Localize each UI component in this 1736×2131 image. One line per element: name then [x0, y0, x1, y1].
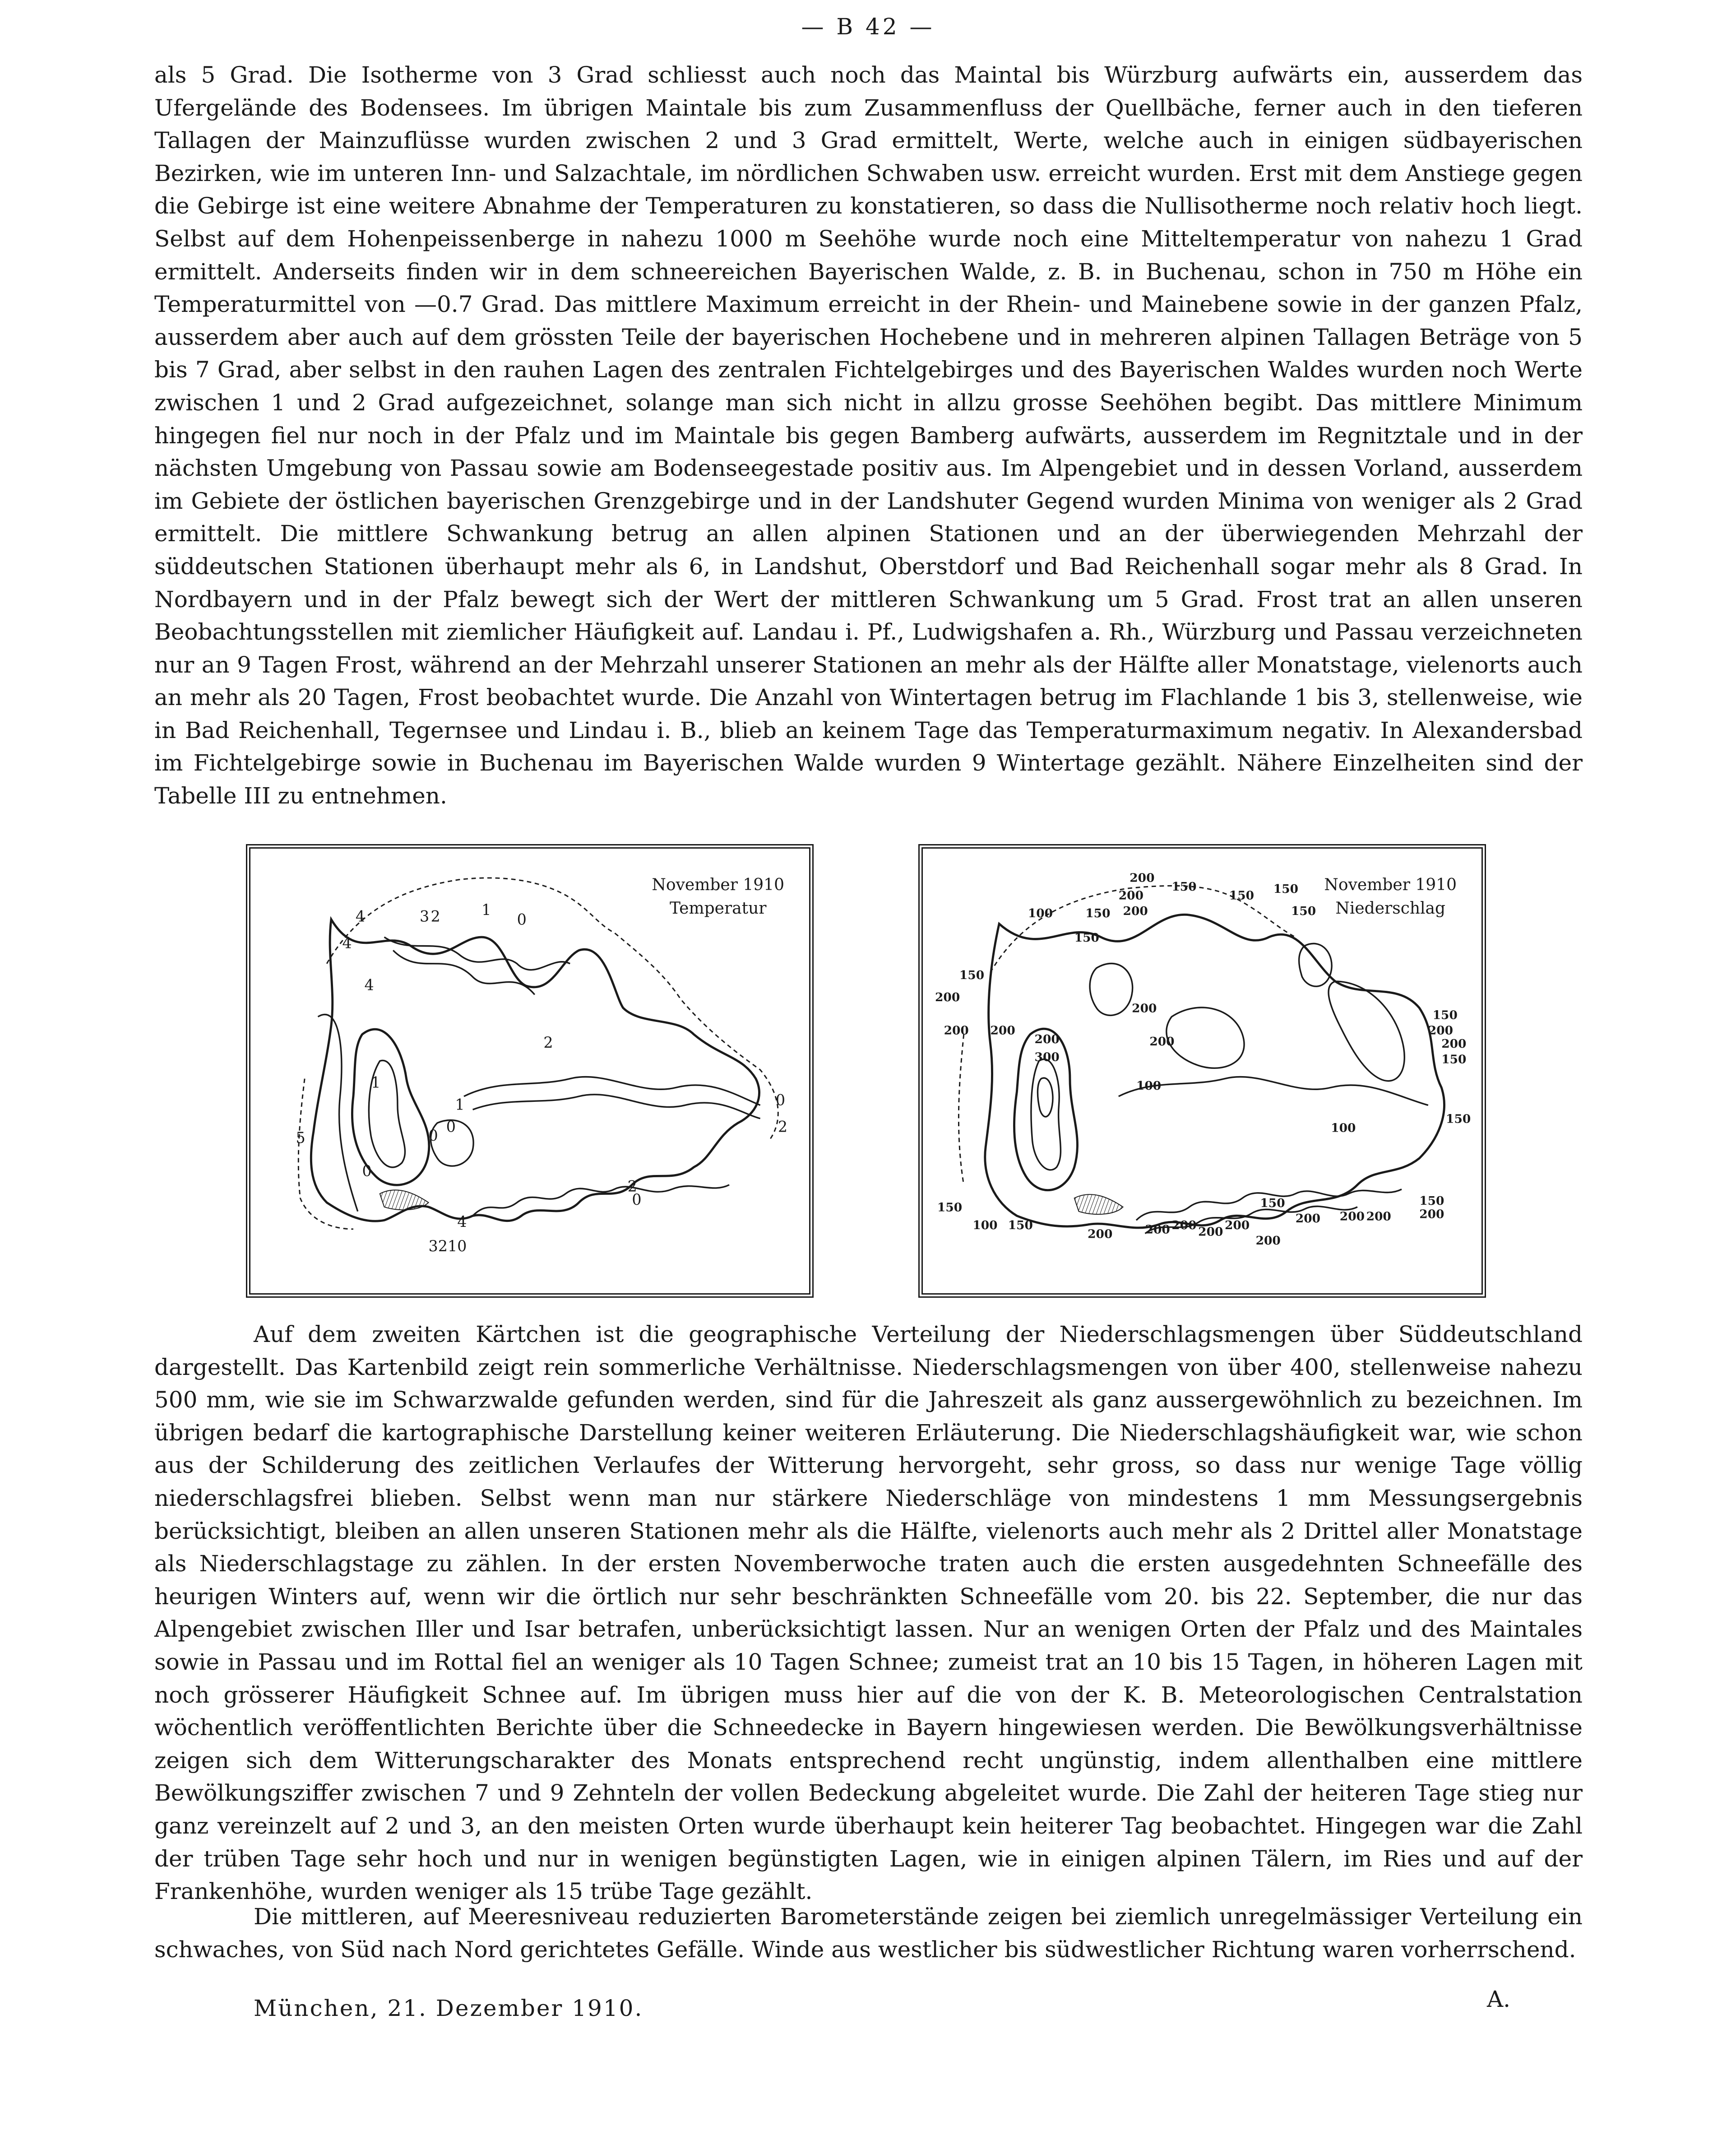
isohyet-label: 150 [1008, 1218, 1033, 1232]
isotherm-label: 3210 [428, 1237, 467, 1255]
lake-constance [1074, 1194, 1123, 1214]
isohyet-label: 200 [1088, 1227, 1113, 1241]
isohyet-label: 150 [1273, 882, 1299, 896]
isohyet-label: 200 [1171, 1218, 1197, 1232]
isohyet-label: 200 [1145, 1222, 1170, 1237]
isohyet-central [1167, 1007, 1244, 1068]
isohyet-blackforest-inner [1031, 1059, 1061, 1170]
isohyet-label: 200 [1123, 904, 1148, 919]
isohyet-label: 200 [1255, 1234, 1281, 1248]
body-paragraph-3: Die mittleren, auf Meeresniveau reduzierten Barometerstände zeigen bei ziemlich unregelmässiger Verteilung ein schwaches, von Süd nach Nord gerichtetes Gefälle. Winde aus westlicher bis südwestlicher Richtung waren vorherrschend. [154, 1904, 1583, 1963]
border-line [298, 1079, 353, 1229]
isohyet-label: 150 [1171, 880, 1197, 894]
isohyet-spessart [1090, 963, 1133, 1015]
isohyet-label: 150 [937, 1200, 963, 1215]
temperature-map [246, 844, 814, 1298]
isohyet-label: 300 [1034, 1050, 1060, 1064]
isotherm-label: 2 [627, 1177, 637, 1195]
isohyet-label: 100 [1028, 906, 1053, 920]
isohyet-label: 100 [1136, 1079, 1162, 1093]
isotherm-label: 4 [355, 907, 366, 925]
isotherm-outer [311, 919, 759, 1221]
precipitation-map [918, 844, 1486, 1298]
isotherm-label: 0 [446, 1118, 456, 1136]
isohyet-label: 150 [1441, 1052, 1467, 1067]
isohyet-bavarian-forest [1329, 981, 1404, 1081]
isotherm-label: 5 [296, 1128, 306, 1147]
isohyet-label: 200 [935, 990, 960, 1005]
isohyet-label: 200 [1224, 1218, 1250, 1232]
isohyet-label: 200 [1130, 871, 1155, 885]
precipitation-map-subtitle: Niederschlag [1335, 899, 1446, 918]
temperature-map-title: November 1910 [652, 876, 784, 894]
temperature-map-subtitle: Temperatur [669, 899, 767, 918]
isohyet-label: 200 [944, 1023, 969, 1038]
isotherm-river [384, 937, 570, 970]
isohyet-label: 200 [1132, 1001, 1157, 1016]
isohyet-label: 200 [1198, 1225, 1223, 1239]
isotherm-label: 3 [419, 907, 430, 925]
isotherm-label: 1 [481, 901, 491, 919]
isohyet-label: 200 [1149, 1035, 1175, 1049]
isotherm-label: 0 [775, 1091, 786, 1109]
isohyet-label: 200 [1419, 1207, 1444, 1221]
isotherm-label: 2 [543, 1034, 553, 1052]
isotherm-label: 2 [431, 907, 440, 925]
page-number: — B 42 — [801, 14, 935, 40]
isohyet-label: 200 [1366, 1209, 1391, 1224]
border-line [958, 1035, 963, 1185]
isohyet-label: 150 [1291, 904, 1316, 919]
isohyet-label: 200 [1034, 1032, 1060, 1047]
isohyet-label: 150 [1260, 1196, 1285, 1210]
isotherm-label: 1 [455, 1096, 465, 1114]
precipitation-map-title: November 1910 [1324, 876, 1457, 894]
author-initial: A. [1487, 1986, 1511, 2012]
isotherm-label: 2 [778, 1118, 788, 1136]
isohyet-label: 200 [1118, 888, 1143, 903]
isotherm-label: 0 [632, 1190, 642, 1208]
isotherm-label: 1 [371, 1073, 381, 1091]
isohyet-label: 150 [1432, 1008, 1458, 1022]
isotherm-label: 4 [457, 1212, 467, 1230]
isohyet-label: 200 [1441, 1037, 1467, 1051]
isohyet-label: 150 [1419, 1193, 1444, 1208]
body-paragraph-2: Auf dem zweiten Kärtchen ist die geographische Verteilung der Niederschlagsmengen über Süddeutschland dargestellt. Das Kartenbild zeigt rein sommerliche Verhältnisse. Niederschlagsmengen von über 400, stellenweise nahezu 500 mm, wie sie im Schwarzwalde gefunden werden, sind für die Jahreszeit als ganz aussergewöhnlich zu bezeichnen. Im übrigen bedarf die kartographische Darstellung keiner weiteren Erläuterung. Die Niederschlagshäufigkeit war, wie schon aus der Schilderung des zeitlichen Verlaufes der Witterung hervorgeht, sehr gross, so dass nur wenige Tage völlig niederschlagsfrei blieben. Selbst wenn man nur stärkere Niederschläge von mindestens 1 mm Messungsergebnis berücksichtigt, bleiben an allen unseren Stationen mehr als die Hälfte, vielenorts auch mehr als 2 Drittel aller Monatstage als Niederschlagstage zu zählen. In der ersten Novemberwoche traten auch die ersten ausgedehnten Schneefälle des heurigen Winters auf, wenn wir die örtlich nur sehr beschränkten Schneefälle vom 20. bis 22. September, die nur das Alpengebiet zwischen Iller und Isar betrafen, unberücksichtigt lassen. Nur an wenigen Orten der Pfalz und des Maintales sowie in Passau und im Rottal fiel an weniger als 10 Tagen Schnee; zumeist trat an 10 bis 15 Tagen, in höheren Lagen mit noch grösserer Häufigkeit Schnee auf. Im übrigen muss hier auf die von der K. B. Meteorologischen Centralstation wöchentlich veröffentlichten Berichte über die Schneedecke in Bayern hingewiesen werden. Die Bewölkungsverhältnisse zeigen sich dem Witterungscharakter des Monats entsprechend recht ungünstig, indem allenthalben eine mittlere Bewölkungsziffer zwischen 7 und 9 Zehnteln der vollen Bedeckung abgeleitet wurde. Die Zahl der heiteren Tage stieg nur ganz vereinzelt auf 2 und 3, an den meisten Orten wurde überhaupt kein heiterer Tag beobachtet. Hingegen war die Zahl der trüben Tage sehr hoch und nur in wenigen begünstigten Lagen, wie in einigen alpinen Tälern, im Ries und auf der Frankenhöhe, wurden weniger als 15 trübe Tage gezählt. [154, 1321, 1583, 1905]
isohyet-label: 100 [1331, 1121, 1356, 1135]
isotherm-label: 0 [517, 910, 527, 929]
isohyet-label: 200 [990, 1023, 1015, 1038]
isohyet-label: 150 [1446, 1112, 1471, 1126]
isotherm-alps [473, 1185, 729, 1216]
isohyet-blackforest-core [1037, 1078, 1053, 1117]
isohyet-fichtelgebirge [1299, 943, 1332, 986]
lake-constance [380, 1190, 429, 1210]
isohyet-label: 100 [972, 1218, 998, 1232]
isohyet-label: 200 [1428, 1023, 1454, 1038]
isotherm-danube [464, 1077, 760, 1105]
isohyet-label: 150 [1085, 906, 1111, 920]
isotherm-label: 0 [428, 1126, 438, 1144]
isotherm-label: 4 [364, 976, 374, 994]
isohyet-outer [985, 915, 1444, 1228]
isohyet-label: 150 [959, 968, 985, 983]
body-paragraph-1: als 5 Grad. Die Isotherme von 3 Grad schliesst auch noch das Maintal bis Würzburg aufwärts ein, ausserdem das Ufergelände des Bodensees. Im übrigen Maintale bis zum Zusammenfluss der Quellbäche, ferner auch in den tieferen Tallagen der Mainzuflüsse wurden zwischen 2 und 3 Grad ermittelt, Werte, welche auch in einigen südbayerischen Bezirken, wie im unteren Inn- und Salzachtale, im nördlichen Schwaben usw. erreicht wurden. Erst mit dem Anstiege gegen die Gebirge ist eine weitere Abnahme der Temperaturen zu konstatieren, so dass die Nullisotherme noch relativ hoch liegt. Selbst auf dem Hohenpeissenberge in nahezu 1000 m Seehöhe wurde noch eine Mitteltemperatur von nahezu 1 Grad ermittelt. Anderseits finden wir in dem schneereichen Bayerischen Walde, z. B. in Buchenau, schon in 750 m Höhe ein Temperaturmittel von —0.7 Grad. Das mittlere Maximum erreicht in der Rhein- und Mainebene sowie in der ganzen Pfalz, ausserdem aber auch auf dem grössten Teile der bayerischen Hochebene und in mehreren alpinen Tallagen Beträge von 5 bis 7 Grad, aber selbst in den rauhen Lagen des zentralen Fichtelgebirges und des Bayerischen Waldes wurden noch Werte zwischen 1 und 2 Grad aufgezeichnet, solange man sich nicht in allzu grosse Seehöhen begibt. Das mittlere Minimum hingegen fiel nur noch in der Pfalz und im Maintale bis gegen Bamberg aufwärts, ausserdem im Regnitztale und in der nächsten Umgebung von Passau sowie am Bodenseegestade positiv aus. Im Alpengebiet und in dessen Vorland, ausserdem im Gebiete der östlichen bayerischen Grenzgebirge und in der Landshuter Gegend wurden Minima von weniger als 2 Grad ermittelt. Die mittlere Schwankung betrug an allen alpinen Stationen und an der überwiegenden Mehrzahl der süddeutschen Stationen überhaupt mehr als 6, in Landshut, Oberstdorf und Bad Reichenhall sogar mehr als 8 Grad. In Nordbayern und in der Pfalz bewegt sich der Wert der mittleren Schwankung um 5 Grad. Frost trat an allen unseren Beobachtungsstellen mit ziemlicher Häufigkeit auf. Landau i. Pf., Ludwigshafen a. Rh., Würzburg und Passau verzeichneten nur an 9 Tagen Frost, während an der Mehrzahl unserer Stationen an mehr als der Hälfte aller Monatstage, vielenorts auch an mehr als 20 Tagen, Frost beobachtet wurde. Die Anzahl von Wintertagen betrug im Flachlande 1 bis 3, stellenweise, wie in Bad Reichenhall, Tegernsee und Lindau i. B., blieb an keinem Tage das Temperaturmaximum negativ. In Alexandersbad im Fichtelgebirge sowie in Buchenau im Bayerischen Walde wurden 9 Wintertage gezählt. Nähere Einzelheiten sind der Tabelle III zu entnehmen. [154, 62, 1583, 809]
isotherm-label: 4 [342, 934, 352, 952]
temperature-map-caption [652, 873, 784, 920]
place-date: München, 21. Dezember 1910. [254, 1995, 643, 2021]
isotherm-danube [473, 1095, 760, 1119]
isotherm-label: 0 [362, 1162, 372, 1180]
isohyet-label: 200 [1295, 1212, 1321, 1226]
isohyet-label: 150 [1074, 930, 1099, 945]
isohyet-danube [1119, 1077, 1428, 1105]
precipitation-map-caption [1324, 873, 1457, 920]
isohyet-label: 200 [1339, 1209, 1365, 1224]
isohyet-label: 150 [1229, 888, 1255, 903]
